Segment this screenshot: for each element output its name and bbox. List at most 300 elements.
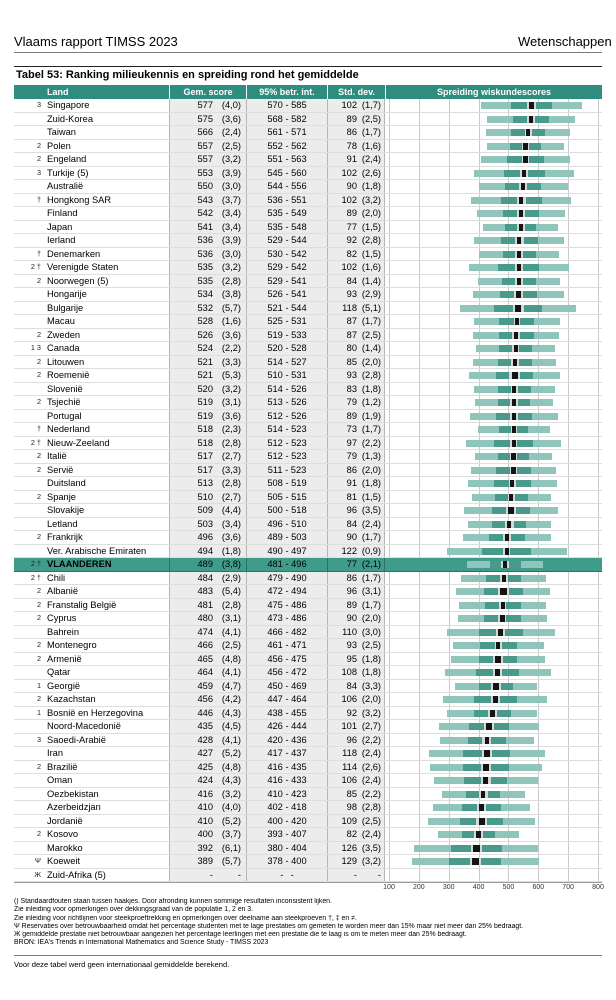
mean-score-cell [169, 720, 246, 733]
table-row [14, 140, 602, 154]
sd-value: 122 [341, 545, 357, 556]
spread-bar-plot [389, 599, 598, 612]
confidence-interval: 512 - 523 [246, 437, 327, 450]
sd-value: 91 [346, 478, 357, 488]
confidence-interval: 520 - 528 [246, 342, 327, 355]
spread-chart-cell [385, 477, 602, 490]
std-dev-cell [327, 801, 385, 814]
score-se: (3,1) [221, 397, 241, 407]
sd-value: 118 [342, 748, 357, 758]
std-dev-cell [327, 126, 385, 139]
confidence-interval: 545 - 560 [246, 167, 327, 180]
country-name: Ver. Arabische Emiraten [47, 545, 147, 556]
spread-bar-plot [389, 585, 598, 598]
table-row [14, 302, 602, 316]
sd-se: (2,5) [361, 113, 381, 124]
score-se: (3,3) [221, 464, 241, 475]
country-name: Montenegro [47, 640, 97, 650]
sd-se: (1,7) [361, 572, 381, 583]
ci-mean-box [508, 507, 513, 514]
mean-score-cell [169, 234, 246, 247]
ci-mean-box [483, 764, 489, 771]
spread-bar-plot [389, 234, 598, 247]
ci-mean-box [512, 399, 516, 406]
population-flags: † [36, 424, 41, 433]
std-dev-cell [327, 720, 385, 733]
score-value: 427 [197, 748, 213, 758]
std-dev-cell [327, 464, 385, 477]
std-dev-cell [327, 612, 385, 625]
std-dev-cell [327, 558, 385, 571]
sd-se: (2,5) [361, 815, 381, 826]
sd-se: (1,7) [361, 532, 381, 542]
spread-chart-cell [385, 720, 602, 733]
population-flags: 2 [36, 829, 41, 838]
score-value: 489 [197, 559, 213, 569]
sd-se: (1,8) [361, 181, 381, 191]
table-row [14, 477, 602, 491]
table-row [14, 491, 602, 505]
std-dev-cell [327, 450, 385, 463]
table-row [14, 639, 602, 653]
score-value: 459 [197, 680, 213, 691]
std-dev-cell [327, 275, 385, 288]
ci-mean-box [476, 831, 480, 838]
mean-score-cell [169, 99, 246, 112]
sd-value: 129 [341, 856, 357, 866]
spread-chart-cell [385, 396, 602, 409]
country-name: Oman [47, 775, 73, 785]
score-value: 535 [197, 275, 213, 286]
ci-mean-box [510, 480, 514, 487]
country-name: Koeweit [47, 856, 81, 866]
std-dev-cell [327, 221, 385, 234]
spread-chart-cell [385, 504, 602, 517]
sd-se: (3,0) [361, 626, 381, 637]
population-flags: 2 † [30, 572, 41, 582]
mean-score-cell [169, 666, 246, 679]
confidence-interval: 489 - 503 [246, 531, 327, 544]
std-dev-cell [327, 518, 385, 531]
sd-value: 81 [346, 491, 357, 502]
confidence-interval: 447 - 464 [246, 693, 327, 706]
confidence-interval: 536 - 551 [246, 194, 327, 207]
sd-se: (1,4) [361, 275, 381, 286]
spread-bar-plot [389, 558, 598, 571]
mean-score-cell [169, 801, 246, 814]
std-dev-cell [327, 99, 385, 112]
table-row [14, 828, 602, 842]
mean-score-cell [169, 855, 246, 868]
sd-value: 93 [346, 370, 357, 380]
spread-chart-cell [385, 801, 602, 814]
mean-score-cell [169, 518, 246, 531]
sd-value: 82 [346, 248, 357, 259]
table-row [14, 518, 602, 532]
axis-tick-label: 400 [472, 884, 485, 891]
ci-mean-box [479, 818, 485, 825]
ci-mean-box [479, 804, 484, 811]
confidence-interval: 535 - 548 [246, 221, 327, 234]
confidence-interval: 512 - 523 [246, 450, 327, 463]
table-row [14, 261, 602, 275]
population-flags: 2 † [30, 262, 41, 271]
confidence-interval: 472 - 494 [246, 585, 327, 598]
column-header-score: Gem. score [169, 85, 246, 99]
score-se: (1,6) [221, 316, 241, 326]
std-dev-cell [327, 747, 385, 760]
score-se: (4,0) [221, 100, 241, 110]
confidence-interval: 551 - 563 [246, 153, 327, 166]
spread-bar-plot [389, 423, 598, 436]
score-value: 428 [197, 734, 213, 745]
spread-chart-cell [385, 423, 602, 436]
std-dev-cell [327, 153, 385, 166]
axis-tick-label: 800 [592, 884, 604, 891]
ci-mean-box [473, 845, 480, 852]
mean-score-cell [169, 491, 246, 504]
ci-mean-box [529, 102, 533, 109]
score-value: 577 [197, 100, 213, 110]
sd-value: 78 [346, 140, 357, 151]
table-body [14, 99, 602, 883]
sd-se: (2,5) [361, 640, 381, 650]
mean-score-cell [169, 194, 246, 207]
mean-score-cell [169, 869, 246, 882]
std-dev-cell [327, 396, 385, 409]
sd-se: (2,4) [361, 518, 381, 529]
footnote-line: Zie inleiding voor opmerkingen over dekkingsgraad van de populatie 1, 2 en 3. [14, 906, 254, 914]
spread-chart-cell [385, 734, 602, 747]
mean-score-cell [169, 477, 246, 490]
score-value: 520 [197, 383, 213, 394]
spread-chart-cell [385, 855, 602, 868]
spread-chart-cell [385, 639, 602, 652]
country-name: Macau [47, 316, 75, 326]
mean-score-cell [169, 464, 246, 477]
country-name: Letland [47, 518, 78, 529]
spread-bar-plot [389, 491, 598, 504]
spread-bar-plot [389, 828, 598, 841]
sd-se: (2,4) [361, 829, 381, 839]
country-name: Denemarken [47, 248, 101, 259]
score-value: 484 [197, 572, 213, 583]
confidence-interval: 511 - 523 [246, 464, 327, 477]
country-name: Noorwegen (5) [47, 275, 109, 286]
population-flags [14, 113, 44, 126]
table-row [14, 248, 602, 262]
spread-chart-cell [385, 761, 602, 774]
country-name: Spanje [47, 491, 76, 502]
sd-value: 106 [341, 775, 357, 785]
sd-value: 109 [341, 815, 357, 826]
country-name: Nederland [47, 424, 90, 434]
sd-value: 79 [346, 397, 357, 407]
population-flags [14, 801, 44, 814]
score-se: (3,8) [221, 289, 241, 299]
sd-value: 86 [346, 572, 357, 583]
population-flags [14, 720, 44, 733]
std-dev-cell [327, 356, 385, 369]
spread-chart-cell [385, 234, 602, 247]
table-row [14, 437, 602, 451]
score-se: (4,4) [221, 505, 241, 515]
sd-se: (2,2) [361, 437, 381, 448]
table-row [14, 275, 602, 289]
country-name: VLAANDEREN [47, 559, 112, 569]
spread-bar-plot [389, 194, 598, 207]
country-name: Portugal [47, 410, 82, 421]
footnote-line: Ψ Reservaties over betrouwbaarheid omdat het percentage studenten met te lage prestaties om gemeten te worden meer dan 15% maar niet meer dan 25% bedraagt. [14, 922, 524, 930]
ci-mean-box [493, 683, 499, 690]
sd-se: (2,4) [361, 748, 381, 758]
table-row [14, 356, 602, 370]
spread-bar-plot [389, 720, 598, 733]
sd-se: - [377, 869, 381, 880]
population-flags: 2 [36, 397, 41, 406]
score-se: (2,7) [221, 491, 241, 502]
score-value: 532 [197, 302, 213, 313]
confidence-interval: 514 - 526 [246, 383, 327, 396]
table-header-row [14, 85, 602, 99]
score-se: (2,7) [221, 451, 241, 461]
sd-se: (2,8) [361, 370, 381, 380]
population-flags [14, 626, 44, 639]
confidence-interval: 529 - 544 [246, 234, 327, 247]
sd-se: (2,4) [361, 154, 381, 164]
population-flags [14, 383, 44, 396]
sd-value: 93 [346, 289, 357, 299]
population-flags [14, 288, 44, 301]
sd-se: (3,5) [361, 842, 381, 853]
spread-chart-cell [385, 302, 602, 315]
mean-score-cell [169, 747, 246, 760]
std-dev-cell [327, 734, 385, 747]
confidence-interval: 475 - 486 [246, 599, 327, 612]
spread-bar-plot [389, 180, 598, 193]
country-name: Frankrijk [47, 532, 83, 542]
std-dev-cell [327, 248, 385, 261]
spread-bar-plot [389, 747, 598, 760]
std-dev-cell [327, 140, 385, 153]
spread-chart-cell [385, 572, 602, 585]
ci-mean-box [514, 332, 518, 339]
mean-score-cell [169, 288, 246, 301]
spread-bar-plot [389, 437, 598, 450]
spread-chart-cell [385, 774, 602, 787]
sd-se: (1,3) [361, 451, 381, 461]
confidence-interval: 505 - 515 [246, 491, 327, 504]
score-se: (2,5) [221, 640, 241, 650]
ci-mean-box [512, 440, 516, 447]
country-name: Roemenië [47, 370, 90, 380]
score-se: (5,2) [221, 748, 241, 758]
mean-score-cell [169, 261, 246, 274]
spread-bar-plot [389, 99, 598, 112]
score-value: 524 [197, 343, 213, 353]
table-row [14, 99, 602, 113]
population-flags: 2 [36, 451, 41, 460]
score-value: 389 [197, 856, 213, 866]
std-dev-cell [327, 531, 385, 544]
std-dev-cell [327, 828, 385, 841]
sd-value: 102 [341, 167, 357, 178]
score-value: 483 [197, 586, 213, 596]
spread-bar-plot [389, 248, 598, 261]
confidence-interval: 466 - 482 [246, 626, 327, 639]
spread-chart-cell [385, 288, 602, 301]
score-se: (2,9) [221, 572, 241, 583]
score-se: (1,8) [221, 545, 241, 556]
sd-value: 106 [341, 694, 357, 704]
table-row [14, 788, 602, 802]
spread-bar-plot [389, 140, 598, 153]
table-row [14, 180, 602, 194]
population-flags: 2 [36, 464, 41, 474]
bottom-note: Voor deze tabel werd geen internationaal gemiddelde berekend. [14, 959, 230, 969]
table-row [14, 545, 602, 559]
score-se: (3,0) [221, 248, 241, 259]
population-flags: 2 [36, 275, 41, 285]
table-row [14, 504, 602, 518]
country-name: Litouwen [47, 356, 85, 367]
table-row [14, 747, 602, 761]
score-se: (5,3) [221, 370, 241, 380]
score-se: (6,1) [221, 842, 241, 853]
country-name: Brazilië [47, 761, 78, 772]
confidence-interval: 416 - 433 [246, 774, 327, 787]
sd-se: (2,5) [361, 329, 381, 340]
column-header-ci: 95% betr. int. [246, 85, 327, 99]
spread-bar-plot [389, 450, 598, 463]
sd-se: (1,2) [361, 397, 381, 407]
spread-chart-cell [385, 545, 602, 558]
footnote-line: BRON: IEA's Trends in International Mathematics and Science Study - TIMSS 2023 [14, 939, 269, 947]
confidence-interval: 496 - 510 [246, 518, 327, 531]
ci-mean-box [503, 561, 507, 568]
sd-se: (2,0) [361, 356, 381, 367]
mean-score-cell [169, 788, 246, 801]
std-dev-cell [327, 788, 385, 801]
ci-mean-box [522, 170, 526, 177]
population-flags [14, 545, 44, 558]
score-value: 550 [197, 181, 213, 191]
score-value: 400 [197, 829, 213, 839]
score-se: (3,0) [221, 181, 241, 191]
spread-chart-cell [385, 626, 602, 639]
score-value: 534 [197, 289, 213, 299]
score-value: 494 [197, 545, 213, 556]
spread-chart-cell [385, 410, 602, 423]
std-dev-cell [327, 680, 385, 693]
sd-se: (2,8) [361, 235, 381, 245]
mean-score-cell [169, 410, 246, 423]
sd-se: (2,9) [361, 289, 381, 299]
mean-score-cell [169, 504, 246, 517]
population-flags: 1 [36, 680, 41, 690]
confidence-interval: 402 - 418 [246, 801, 327, 814]
country-name: Qatar [47, 667, 71, 677]
population-flags [14, 788, 44, 801]
footnote-line: Ж gemiddelde prestatie niet betrouwbaar aangezien het percentage leerlingen met een prestatie die te laag is om te meten meer dan 25% bedraagt. [14, 931, 467, 939]
mean-score-cell [169, 815, 246, 828]
std-dev-cell [327, 572, 385, 585]
population-flags: 2 [36, 761, 41, 771]
spread-bar-plot [389, 842, 598, 855]
spread-chart-cell [385, 653, 602, 666]
score-se: (4,5) [221, 721, 241, 731]
country-name: Bulgarije [47, 302, 84, 313]
spread-chart-cell [385, 275, 602, 288]
confidence-interval: 521 - 544 [246, 302, 327, 315]
axis-tick-label: 200 [413, 884, 425, 891]
ci-mean-box [490, 710, 495, 717]
country-name: Slovenië [47, 383, 83, 394]
spread-chart-cell [385, 869, 602, 882]
spread-chart-cell [385, 450, 602, 463]
score-se: (4,0) [221, 802, 241, 812]
sd-se: (3,2) [361, 856, 381, 866]
axis-tick-label: 700 [562, 884, 574, 891]
mean-score-cell [169, 221, 246, 234]
confidence-interval: 535 - 549 [246, 207, 327, 220]
score-value: 557 [197, 140, 213, 151]
population-flags: 2 [36, 586, 41, 595]
table-row [14, 207, 602, 221]
score-value: 424 [197, 775, 213, 785]
ci-mean-box [501, 602, 505, 609]
spread-chart-cell [385, 815, 602, 828]
country-name: Jordanië [47, 815, 83, 826]
spread-chart-cell [385, 531, 602, 544]
score-value: - [209, 869, 213, 880]
confidence-interval: 416 - 435 [246, 761, 327, 774]
table-row [14, 720, 602, 734]
score-se: (2,5) [221, 140, 241, 151]
confidence-interval: 544 - 556 [246, 180, 327, 193]
population-flags [14, 504, 44, 517]
country-name: Taiwan [47, 127, 76, 137]
ci-mean-box [484, 750, 490, 757]
std-dev-cell [327, 423, 385, 436]
score-se: (3,2) [221, 154, 241, 164]
population-flags: 2 [36, 653, 41, 663]
sd-se: (1,6) [361, 262, 381, 272]
spread-chart-cell [385, 221, 602, 234]
score-se: (2,3) [221, 424, 241, 434]
std-dev-cell [327, 585, 385, 598]
score-value: 392 [197, 842, 213, 853]
population-flags: 2 [36, 370, 41, 379]
spread-bar-plot [389, 788, 598, 801]
mean-score-cell [169, 774, 246, 787]
spread-chart-cell [385, 342, 602, 355]
report-title: Vlaams rapport TIMSS 2023 [14, 34, 178, 49]
spread-bar-plot [389, 126, 598, 139]
spread-chart-cell [385, 248, 602, 261]
sd-se: (1,8) [361, 383, 381, 394]
mean-score-cell [169, 545, 246, 558]
confidence-interval: 530 - 542 [246, 248, 327, 261]
sd-value: 87 [346, 329, 357, 340]
mean-score-cell [169, 693, 246, 706]
country-name: Turkije (5) [47, 167, 89, 178]
score-se: (3,6) [221, 113, 241, 124]
population-flags: Ψ [34, 856, 41, 865]
spread-bar-plot [389, 707, 598, 720]
population-flags: † [36, 194, 41, 204]
country-name: Marokko [47, 842, 83, 853]
